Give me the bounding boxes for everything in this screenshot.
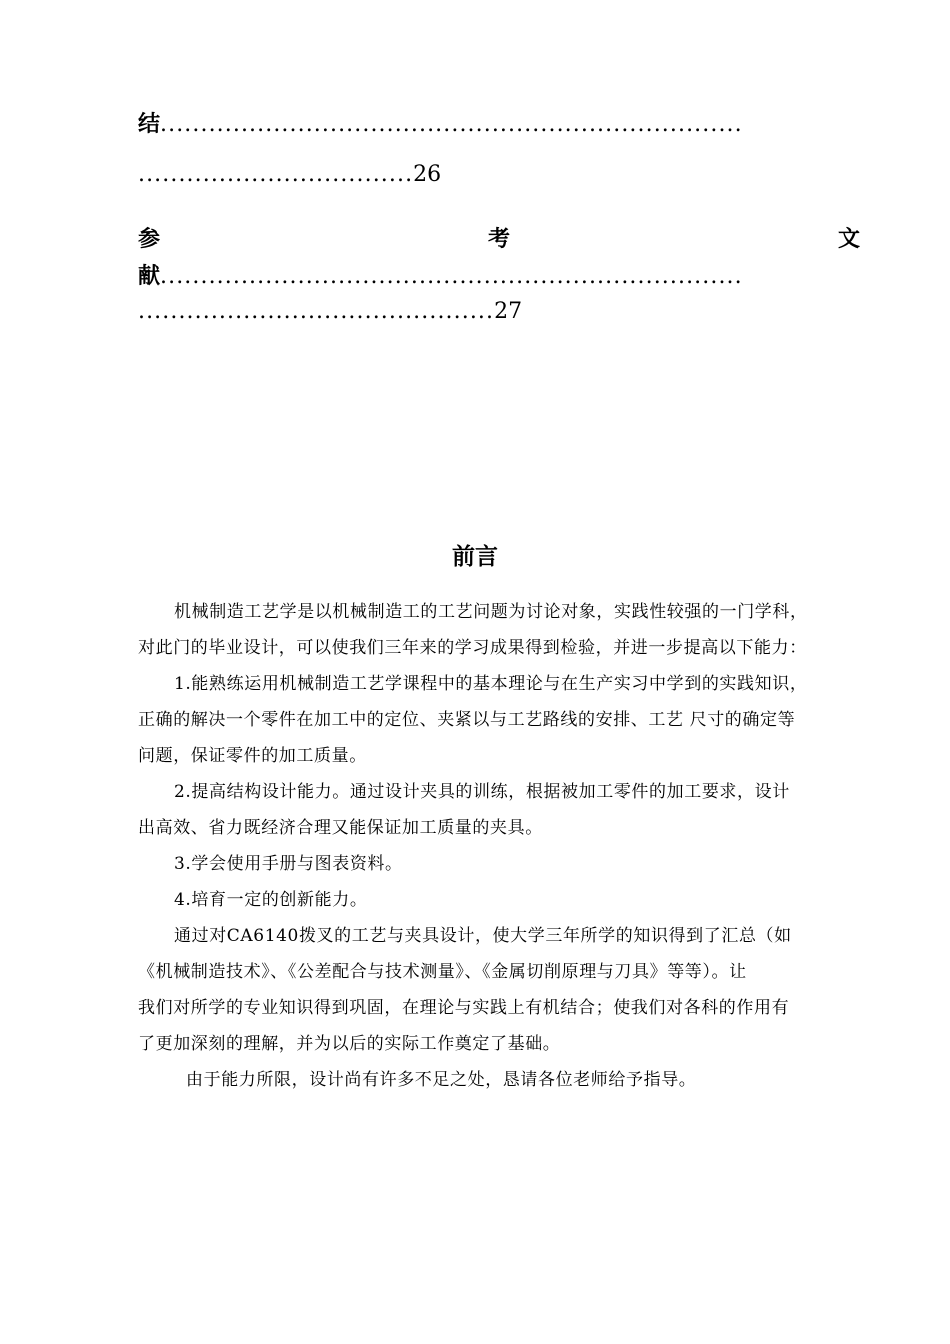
text-line: 3.学会使用手册与图表资料。 xyxy=(174,854,403,874)
text-line: 对此门的毕业设计，可以使我们三年来的学习成果得到检验，并进一步提高以下能力： xyxy=(138,638,807,658)
toc-leader-dots: ........................................................................ xyxy=(160,264,743,289)
toc-label-char: 文 xyxy=(837,227,860,252)
text-line: 了更加深刻的理解，并为以后的实际工作奠定了基础。 xyxy=(138,1034,561,1054)
text-line: 2.提高结构设计能力。通过设计夹具的训练，根据被加工零件的加工要求，设计 xyxy=(174,782,790,802)
toc-label-char: 考 xyxy=(487,227,510,252)
text-line: 通过对CA6140拨叉的工艺与夹具设计，使大学三年所学的知识得到了汇总（如 xyxy=(174,926,792,946)
toc-entry-references[interactable] xyxy=(138,262,860,292)
text-line: 由于能力所限，设计尚有许多不足之处，恳请各位老师给予指导。 xyxy=(186,1070,697,1090)
toc-page-number: 26 xyxy=(413,162,442,187)
paragraph-intro xyxy=(138,594,858,1098)
toc-leader-dots: ............................................ xyxy=(138,299,495,324)
toc-entry-references-spread[interactable] xyxy=(138,222,860,254)
text-line: 正确的解决一个零件在加工中的定位、夹紧以与工艺路线的安排、工艺 尺寸的确定等 xyxy=(138,710,796,730)
text-line: 我们对所学的专业知识得到巩固，在理论与实践上有机结合；使我们对各科的作用有 xyxy=(138,998,790,1018)
text-line: 机械制造工艺学是以机械制造工的工艺问题为讨论对象，实践性较强的一门学科， xyxy=(174,602,808,622)
toc-entry-references-cont[interactable] xyxy=(138,297,860,327)
text-line: 问题，保证零件的加工质量。 xyxy=(138,746,367,766)
toc-page-number: 27 xyxy=(494,299,523,324)
text-line: 出高效、省力既经济合理又能保证加工质量的夹具。 xyxy=(138,818,543,838)
text-line: 《机械制造技术》、《公差配合与技术测量》、《金属切削原理与刀具》等等）。让 xyxy=(138,962,747,982)
text-line: 4.培育一定的创新能力。 xyxy=(174,890,368,910)
toc-entry-conclusion-cont[interactable] xyxy=(138,160,860,190)
toc-label: 结 xyxy=(138,112,161,137)
toc-leader-dots: .................................. xyxy=(138,162,414,187)
toc-entry-conclusion[interactable] xyxy=(138,110,860,140)
text-line: 1.能熟练运用机械制造工艺学课程中的基本理论与在生产实习中学到的实践知识， xyxy=(174,674,808,694)
toc-label: 献 xyxy=(138,264,161,289)
toc-label-char: 参 xyxy=(138,227,161,252)
toc-leader-dots: ........................................................................ xyxy=(160,112,743,137)
page-title: 前言 xyxy=(452,544,498,570)
